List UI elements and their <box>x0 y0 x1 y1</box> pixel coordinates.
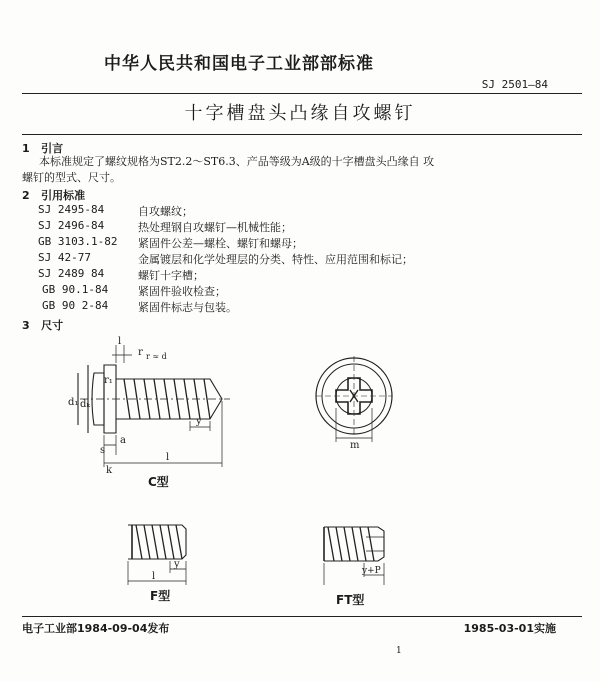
reference-description: 热处理钢自攻螺钉—机械性能； <box>138 221 292 234</box>
section-number: 3 <box>22 319 30 332</box>
dim-m-label: m <box>350 440 360 451</box>
reference-code: GB 90 2-84 <box>42 299 109 312</box>
type-f-drawing <box>110 515 200 590</box>
dim-y-label: y <box>196 416 202 427</box>
reference-item <box>38 235 558 251</box>
section-number: 1 <box>22 142 30 155</box>
reference-description: 金属镀层和化学处理层的分类、特性、应用范围和标记； <box>138 253 413 266</box>
reference-item <box>38 283 558 299</box>
section-title: 引用标准 <box>41 189 86 202</box>
dim-dk-label: dₖ <box>80 399 91 410</box>
reference-description: 自攻螺纹； <box>138 205 193 218</box>
head-top-view-drawing <box>310 350 405 455</box>
dim-d1-label: d₁ <box>68 397 79 408</box>
issuing-organization: 中华人民共和国电子工业部部标准 <box>104 54 374 74</box>
dim-y-plus-p-label: y+P <box>362 566 381 576</box>
header-rule <box>22 93 582 94</box>
type-ft-caption: FT型 <box>336 593 365 607</box>
dim-l-label: l <box>166 452 170 463</box>
intro-paragraph-line-2: 螺钉的型式、尺寸。 <box>22 171 121 184</box>
title-rule <box>22 134 582 135</box>
section-title: 尺寸 <box>41 319 64 332</box>
dim-l-label: l <box>152 571 156 582</box>
dim-r-label: r <box>138 347 143 358</box>
document-title: 十字槽盘头凸缘自攻螺钉 <box>184 103 416 124</box>
reference-item <box>38 203 558 219</box>
reference-item <box>38 267 558 283</box>
section-title: 引言 <box>41 142 64 155</box>
reference-item <box>38 299 558 315</box>
dim-y-label: y <box>174 559 180 570</box>
reference-code: SJ 2489 84 <box>38 267 105 280</box>
reference-description: 紧固件标志与包装。 <box>138 301 237 314</box>
page-number: 1 <box>396 646 402 656</box>
intro-paragraph-line-1: 本标准规定了螺纹规格为ST2.2～ST6.3、产品等级为A级的十字槽盘头凸缘自 攻 <box>39 155 435 168</box>
standard-number: SJ 2501—84 <box>481 78 548 91</box>
reference-code: SJ 2495-84 <box>38 203 105 216</box>
footer-rule <box>22 616 582 617</box>
section-2-heading <box>22 187 85 203</box>
dim-a-label: a <box>120 435 126 446</box>
dim-s-label: s <box>100 445 106 456</box>
section-number: 2 <box>22 189 30 202</box>
reference-code: SJ 42-77 <box>38 251 91 264</box>
dim-l-top-label: l <box>118 336 122 347</box>
effective-date: 1985-03-01实施 <box>463 622 556 635</box>
reference-code: SJ 2496-84 <box>38 219 105 232</box>
dim-r1-label: r₁ <box>104 375 113 386</box>
reference-description: 螺钉十字槽； <box>138 269 204 282</box>
reference-item <box>38 219 558 235</box>
type-f-caption: F型 <box>150 589 171 603</box>
type-c-caption: C型 <box>148 475 169 489</box>
reference-description: 紧固件验收检查； <box>138 285 226 298</box>
reference-description: 紧固件公差—螺栓、螺钉和螺母； <box>138 237 303 250</box>
type-ft-drawing <box>310 515 400 590</box>
reference-item <box>38 251 558 267</box>
section-3-heading <box>22 317 63 333</box>
dim-k-label: k <box>106 465 113 476</box>
type-c-side-view-drawing <box>60 335 240 490</box>
reference-code: GB 3103.1-82 <box>38 235 118 248</box>
reference-code: GB 90.1-84 <box>42 283 109 296</box>
issue-date: 电子工业部1984-09-04发布 <box>22 622 170 635</box>
reference-list <box>38 203 558 315</box>
dim-r-approx-label: r ≈ d <box>146 352 167 361</box>
